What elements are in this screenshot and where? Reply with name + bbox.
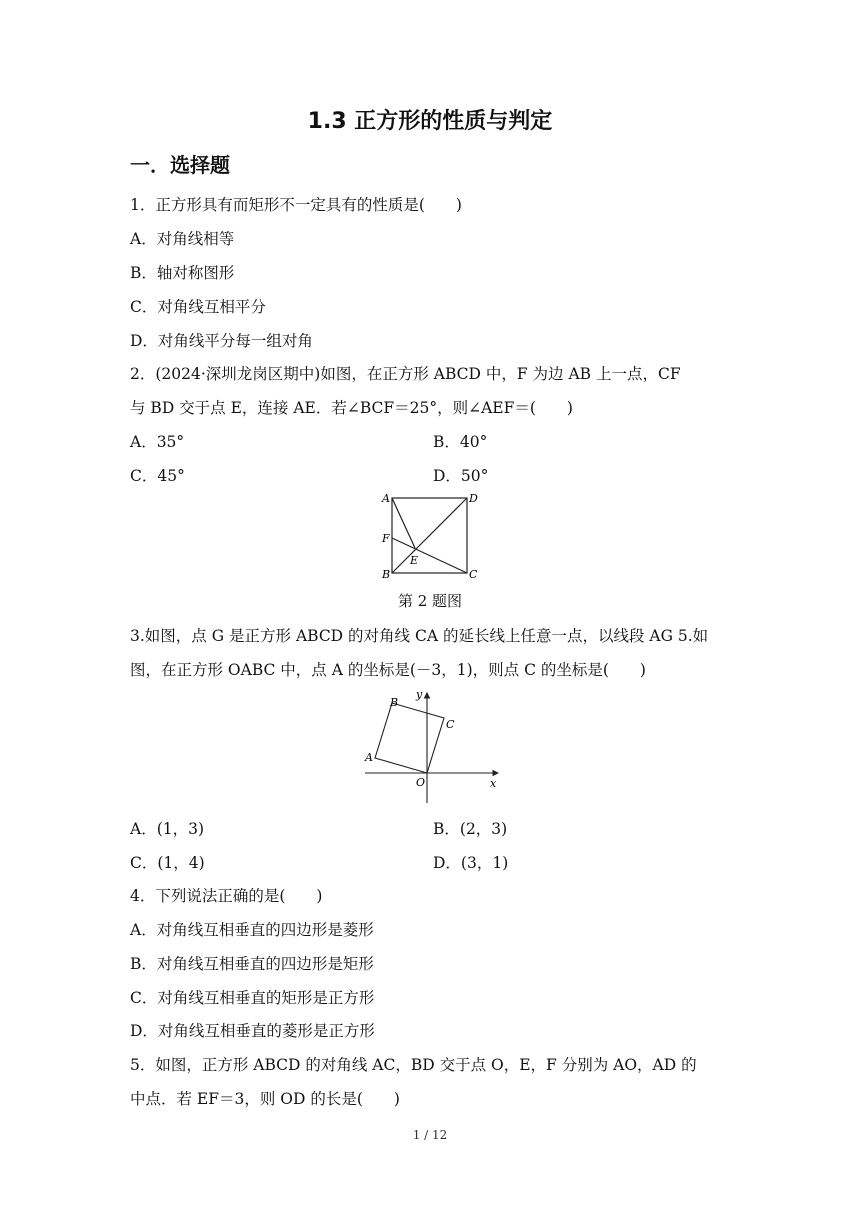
diagonal-bd xyxy=(392,498,467,573)
question-5-stem-line1: 5．如图，正方形 ABCD 的对角线 AC，BD 交于点 O，E，F 分别为 AO，AD 的 xyxy=(130,1056,697,1074)
question-3-option-b: B．(2，3) xyxy=(433,820,508,838)
question-4-option-a: A．对角线互相垂直的四边形是菱形 xyxy=(130,921,374,939)
question-4-option-d: D．对角线互相垂直的菱形是正方形 xyxy=(130,1022,375,1040)
label-a: A xyxy=(382,492,390,505)
question-4-option-c: C．对角线互相垂直的矩形是正方形 xyxy=(130,989,375,1007)
label-c: C xyxy=(446,718,455,731)
question-1-option-d: D．对角线平分每一组对角 xyxy=(130,332,313,350)
question-3-figure xyxy=(360,688,505,808)
question-1-option-c: C．对角线互相平分 xyxy=(130,298,266,316)
question-2-figure-caption: 第 2 题图 xyxy=(397,592,463,610)
question-4-stem: 4．下列说法正确的是( ) xyxy=(130,887,323,905)
label-y: y xyxy=(416,688,423,701)
question-1-option-a: A．对角线相等 xyxy=(130,230,235,248)
question-3-stem-line2: 图，在正方形 OABC 中，点 A 的坐标是(－3，1)，则点 C 的坐标是( ) xyxy=(130,661,646,679)
label-c: C xyxy=(469,568,478,581)
segment-cf xyxy=(392,538,467,573)
square-oabc xyxy=(375,703,444,773)
label-a: A xyxy=(365,751,373,764)
label-b: B xyxy=(382,568,391,581)
question-1-option-b: B．轴对称图形 xyxy=(130,264,235,282)
question-1-stem: 1．正方形具有而矩形不一定具有的性质是( ) xyxy=(130,196,462,214)
question-3-stem-line1: 3.如图，点 G 是正方形 ABCD 的对角线 CA 的延长线上任意一点，以线段 AG 5.如 xyxy=(130,627,709,645)
question-3-option-c: C．(1，4) xyxy=(130,854,205,872)
question-2-option-b: B．40° xyxy=(433,433,488,451)
question-2-option-a: A．35° xyxy=(130,433,185,451)
label-o: O xyxy=(416,776,426,789)
label-x: x xyxy=(490,777,497,790)
page-title: 1.3 正方形的性质与判定 xyxy=(307,109,553,134)
question-3-option-a: A．(1，3) xyxy=(130,820,205,838)
page-number: 1 / 12 xyxy=(412,1128,448,1142)
question-2-option-d: D．50° xyxy=(433,467,489,485)
segment-ae xyxy=(392,498,415,548)
question-3-option-d: D．(3，1) xyxy=(433,854,509,872)
question-2-stem-line2: 与 BD 交于点 E，连接 AE．若∠BCF＝25°，则∠AEF＝( ) xyxy=(130,399,573,417)
question-4-option-b: B．对角线互相垂直的四边形是矩形 xyxy=(130,955,374,973)
question-2-stem-line1: 2．(2024·深圳龙岗区期中)如图，在正方形 ABCD 中，F 为边 AB 上一点，CF xyxy=(130,365,681,383)
question-2-option-c: C．45° xyxy=(130,467,185,485)
label-d: D xyxy=(469,492,478,505)
question-5-stem-line2: 中点．若 EF＝3，则 OD 的长是( ) xyxy=(130,1090,400,1108)
label-e: E xyxy=(410,554,419,567)
label-b: B xyxy=(390,696,399,709)
section-heading: 一．选择题 xyxy=(130,153,230,177)
label-f: F xyxy=(382,532,390,545)
question-2-figure xyxy=(375,490,485,582)
